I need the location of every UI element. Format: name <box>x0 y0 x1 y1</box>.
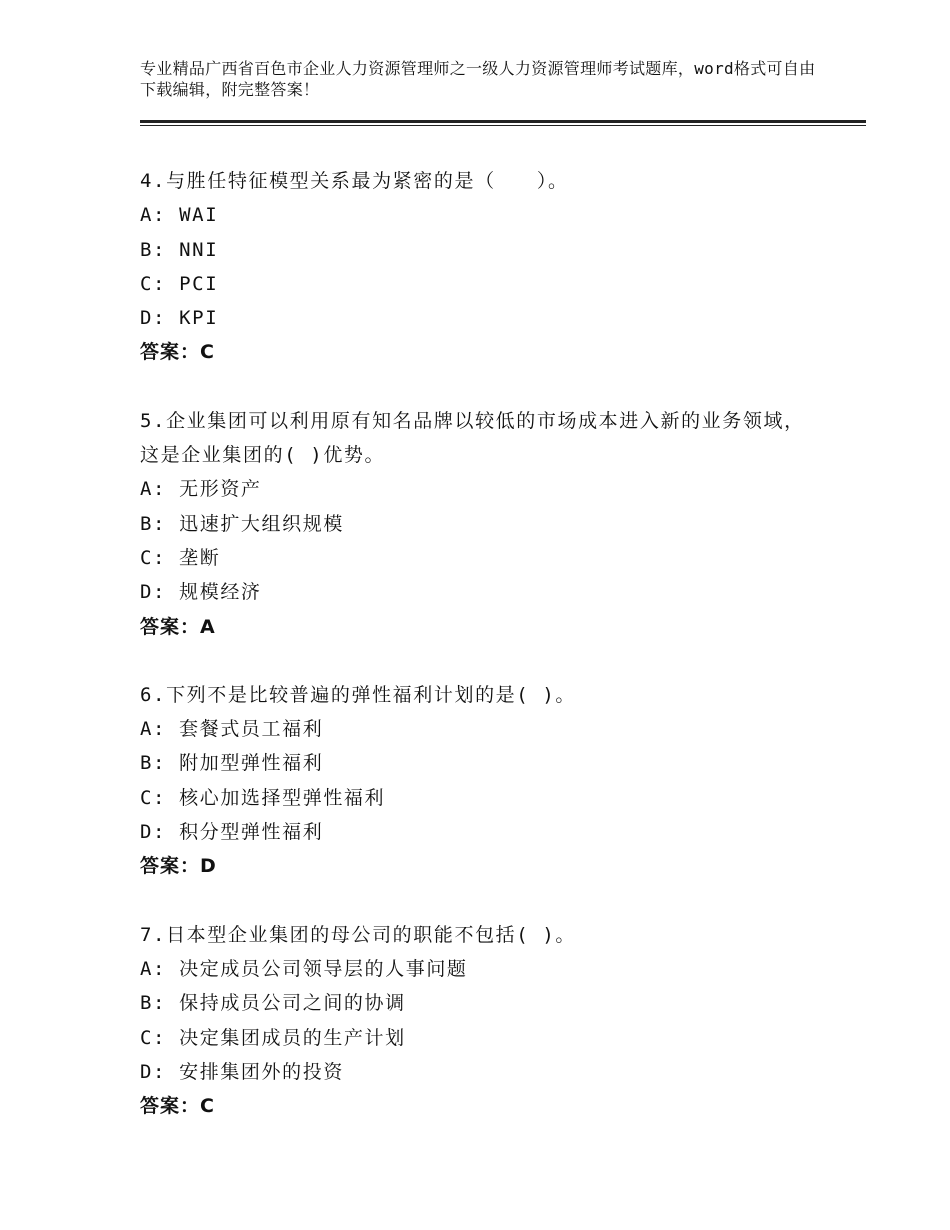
option-text: 规模经济 <box>179 581 262 604</box>
option-d <box>140 575 820 609</box>
option-d <box>140 1055 820 1089</box>
option-text: PCI <box>179 272 219 295</box>
question-stem: 6.下列不是比较普遍的弹性福利计划的是( )。 <box>140 683 576 706</box>
answer-label: 答案：D <box>140 855 217 878</box>
option-text: 垄断 <box>179 546 221 569</box>
option-text: WAI <box>179 204 219 227</box>
option-b <box>140 986 820 1020</box>
option-letter: B: <box>140 752 180 775</box>
option-text: 安排集团外的投资 <box>179 1060 344 1083</box>
option-letter: A: <box>140 718 180 741</box>
option-a <box>140 952 820 986</box>
option-letter: A: <box>140 204 180 227</box>
option-text: 核心加选择型弹性福利 <box>179 786 386 809</box>
option-b <box>140 507 820 541</box>
option-text: 决定成员公司领导层的人事问题 <box>179 957 468 980</box>
option-letter: C: <box>140 786 180 809</box>
question-5 <box>140 404 820 644</box>
answer-label: 答案：A <box>140 615 216 638</box>
option-b <box>140 233 820 267</box>
option-c <box>140 1021 820 1055</box>
option-letter: A: <box>140 957 180 980</box>
option-letter: D: <box>140 1060 180 1083</box>
option-letter: D: <box>140 821 180 844</box>
question-6 <box>140 678 820 884</box>
option-letter: A: <box>140 478 180 501</box>
option-text: 积分型弹性福利 <box>179 821 324 844</box>
option-letter: C: <box>140 546 180 569</box>
option-d <box>140 301 820 335</box>
option-a <box>140 198 820 232</box>
header-rule-thick <box>140 120 866 123</box>
option-c <box>140 541 820 575</box>
answer-label: 答案：C <box>140 1095 215 1118</box>
question-stem: 5.企业集团可以利用原有知名品牌以较低的市场成本进入新的业务领域，这是企业集团的( )优势。 <box>140 409 805 467</box>
option-letter: B: <box>140 512 180 535</box>
option-letter: B: <box>140 992 180 1015</box>
option-letter: B: <box>140 238 180 261</box>
option-text: 无形资产 <box>179 478 262 501</box>
option-text: 套餐式员工福利 <box>179 718 324 741</box>
question-stem: 7.日本型企业集团的母公司的职能不包括( )。 <box>140 923 576 946</box>
option-d <box>140 815 820 849</box>
option-text: 决定集团成员的生产计划 <box>179 1026 406 1049</box>
question-7 <box>140 918 820 1124</box>
option-b <box>140 746 820 780</box>
option-text: 保持成员公司之间的协调 <box>179 992 406 1015</box>
question-list <box>140 164 820 1157</box>
option-letter: D: <box>140 581 180 604</box>
option-letter: C: <box>140 1026 180 1049</box>
option-c <box>140 781 820 815</box>
answer-label: 答案：C <box>140 341 215 364</box>
option-a <box>140 472 820 506</box>
option-text: 迅速扩大组织规模 <box>179 512 344 535</box>
option-letter: D: <box>140 307 180 330</box>
option-text: 附加型弹性福利 <box>179 752 324 775</box>
question-4 <box>140 164 820 370</box>
option-a <box>140 712 820 746</box>
option-letter: C: <box>140 272 180 295</box>
option-text: NNI <box>179 238 219 261</box>
header-rule-thin <box>140 125 866 126</box>
document-header: 专业精品广西省百色市企业人力资源管理师之一级人力资源管理师考试题库，word格式可自由下载编辑，附完整答案！ <box>140 59 816 99</box>
option-text: KPI <box>179 307 219 330</box>
option-c <box>140 267 820 301</box>
question-stem: 4.与胜任特征模型关系最为紧密的是（ ）。 <box>140 170 569 192</box>
